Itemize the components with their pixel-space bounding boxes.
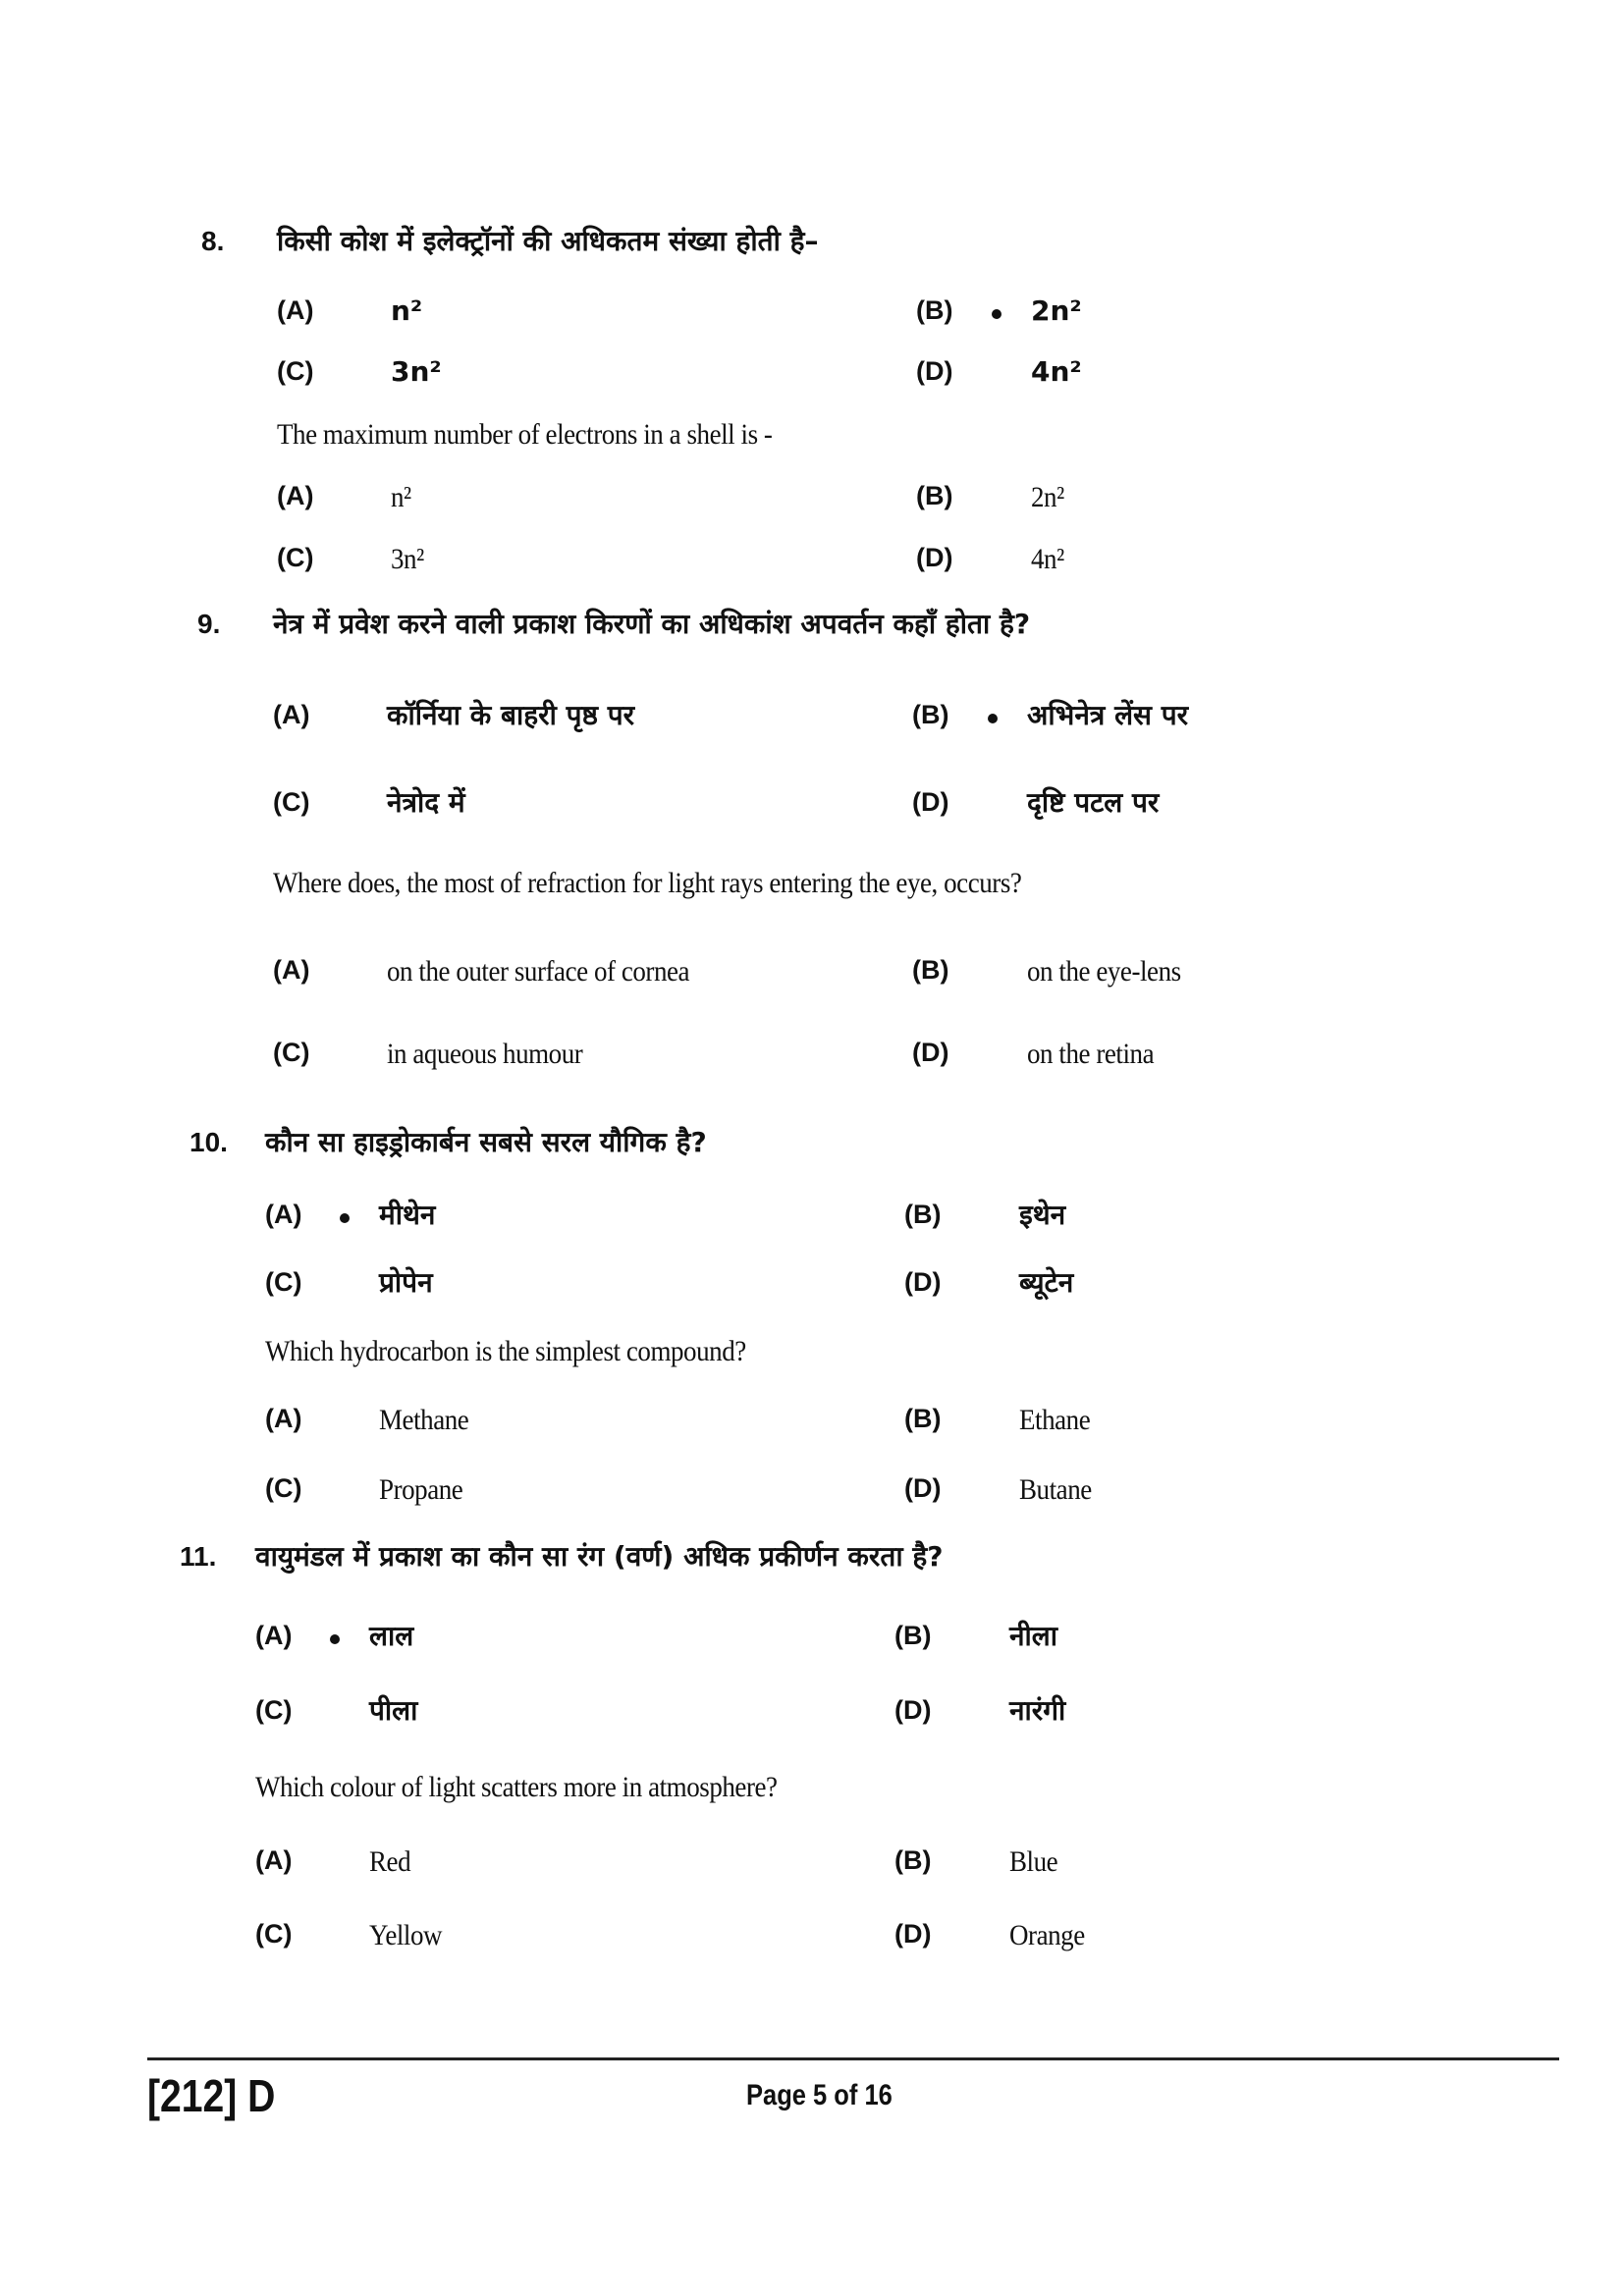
option-text: on the outer surface of cornea — [387, 955, 690, 988]
option-label: (A) — [255, 1845, 293, 1875]
option-label: (A) — [265, 1404, 302, 1433]
question-text-english: Which hydrocarbon is the simplest compound? — [265, 1335, 746, 1367]
question-text-english: Which colour of light scatters more in atmosphere? — [255, 1771, 778, 1803]
option-text: Propane — [379, 1473, 463, 1506]
page-number: Page 5 of 16 — [746, 2079, 893, 2111]
option-label: (B) — [904, 1200, 942, 1229]
answer-mark-dot-icon — [988, 714, 998, 723]
option-text: लाल — [369, 1620, 414, 1652]
option-text: ब्यूटेन — [1019, 1266, 1074, 1299]
option-text: Blue — [1009, 1845, 1058, 1878]
option-text: 3n² — [391, 355, 442, 388]
option-text: मीथेन — [379, 1199, 436, 1231]
option-label: (B) — [904, 1404, 942, 1433]
option-label: (B) — [894, 1845, 932, 1875]
option-text: in aqueous humour — [387, 1038, 583, 1070]
option-label: (D) — [912, 787, 949, 817]
option-text: Ethane — [1019, 1404, 1091, 1436]
option-text: Butane — [1019, 1473, 1092, 1506]
option-text: दृष्टि पटल पर — [1027, 786, 1160, 819]
option-label: (D) — [916, 543, 953, 572]
option-label: (C) — [277, 356, 314, 386]
option-text: 2n² — [1031, 481, 1064, 513]
question-number: 8. — [201, 226, 225, 256]
option-label: (D) — [894, 1695, 932, 1725]
option-text: अभिनेत्र लेंस पर — [1027, 699, 1189, 731]
option-text: n² — [391, 294, 423, 327]
option-text: नेत्रोद में — [387, 786, 465, 819]
option-label: (D) — [904, 1473, 942, 1503]
option-text: on the eye-lens — [1027, 955, 1181, 988]
option-text: नारंगी — [1009, 1694, 1066, 1727]
option-text: Orange — [1009, 1919, 1085, 1951]
option-text: n² — [391, 481, 411, 513]
option-text: 4n² — [1031, 355, 1082, 388]
option-label: (D) — [894, 1919, 932, 1949]
option-label: (D) — [912, 1038, 949, 1067]
option-text: कॉर्निया के बाहरी पृष्ठ पर — [387, 699, 635, 731]
option-label: (C) — [273, 1038, 310, 1067]
option-label: (B) — [912, 700, 949, 729]
question-number: 10. — [189, 1127, 228, 1157]
option-label: (B) — [894, 1621, 932, 1650]
option-label: (D) — [916, 356, 953, 386]
answer-mark-dot-icon — [340, 1213, 350, 1223]
option-label: (C) — [255, 1919, 293, 1949]
option-label: (C) — [273, 787, 310, 817]
question-text-english: Where does, the most of refraction for light rays entering the eye, occurs? — [273, 867, 1022, 899]
option-text: पीला — [369, 1694, 418, 1727]
answer-mark-dot-icon — [992, 309, 1001, 319]
option-label: (B) — [912, 955, 949, 985]
option-text: Red — [369, 1845, 411, 1878]
option-label: (A) — [255, 1621, 293, 1650]
option-text: 3n² — [391, 543, 424, 575]
option-text: on the retina — [1027, 1038, 1155, 1070]
option-label: (C) — [277, 543, 314, 572]
option-text: 4n² — [1031, 543, 1064, 575]
option-label: (B) — [916, 295, 953, 325]
option-label: (A) — [273, 955, 310, 985]
question-text-hindi: किसी कोश में इलेक्ट्रॉनों की अधिकतम संख्या होती है– — [277, 225, 819, 257]
option-text: Methane — [379, 1404, 469, 1436]
option-label: (C) — [265, 1473, 302, 1503]
option-label: (B) — [916, 481, 953, 510]
question-text-hindi: वायुमंडल में प्रकाश का कौन सा रंग (वर्ण) अधिक प्रकीर्णन करता है? — [255, 1540, 944, 1573]
question-text-hindi: कौन सा हाइड्रोकार्बन सबसे सरल यौगिक है? — [265, 1126, 707, 1158]
option-label: (A) — [277, 481, 314, 510]
option-label: (A) — [277, 295, 314, 325]
option-text: इथेन — [1019, 1199, 1066, 1231]
option-label: (D) — [904, 1267, 942, 1297]
option-text: नीला — [1009, 1620, 1058, 1652]
option-label: (C) — [255, 1695, 293, 1725]
question-number: 11. — [180, 1541, 217, 1572]
paper-code: [212] D — [147, 2070, 276, 2121]
option-text: Yellow — [369, 1919, 443, 1951]
footer-rule — [147, 2057, 1559, 2060]
option-label: (C) — [265, 1267, 302, 1297]
question-text-english: The maximum number of electrons in a shell is - — [277, 418, 773, 451]
option-label: (A) — [273, 700, 310, 729]
question-number: 9. — [197, 609, 221, 639]
answer-mark-dot-icon — [330, 1634, 340, 1644]
option-text: प्रोपेन — [379, 1266, 433, 1299]
question-text-hindi: नेत्र में प्रवेश करने वाली प्रकाश किरणों का अधिकांश अपवर्तन कहाँ होता है? — [273, 608, 1031, 640]
option-label: (A) — [265, 1200, 302, 1229]
option-text: 2n² — [1031, 294, 1082, 327]
